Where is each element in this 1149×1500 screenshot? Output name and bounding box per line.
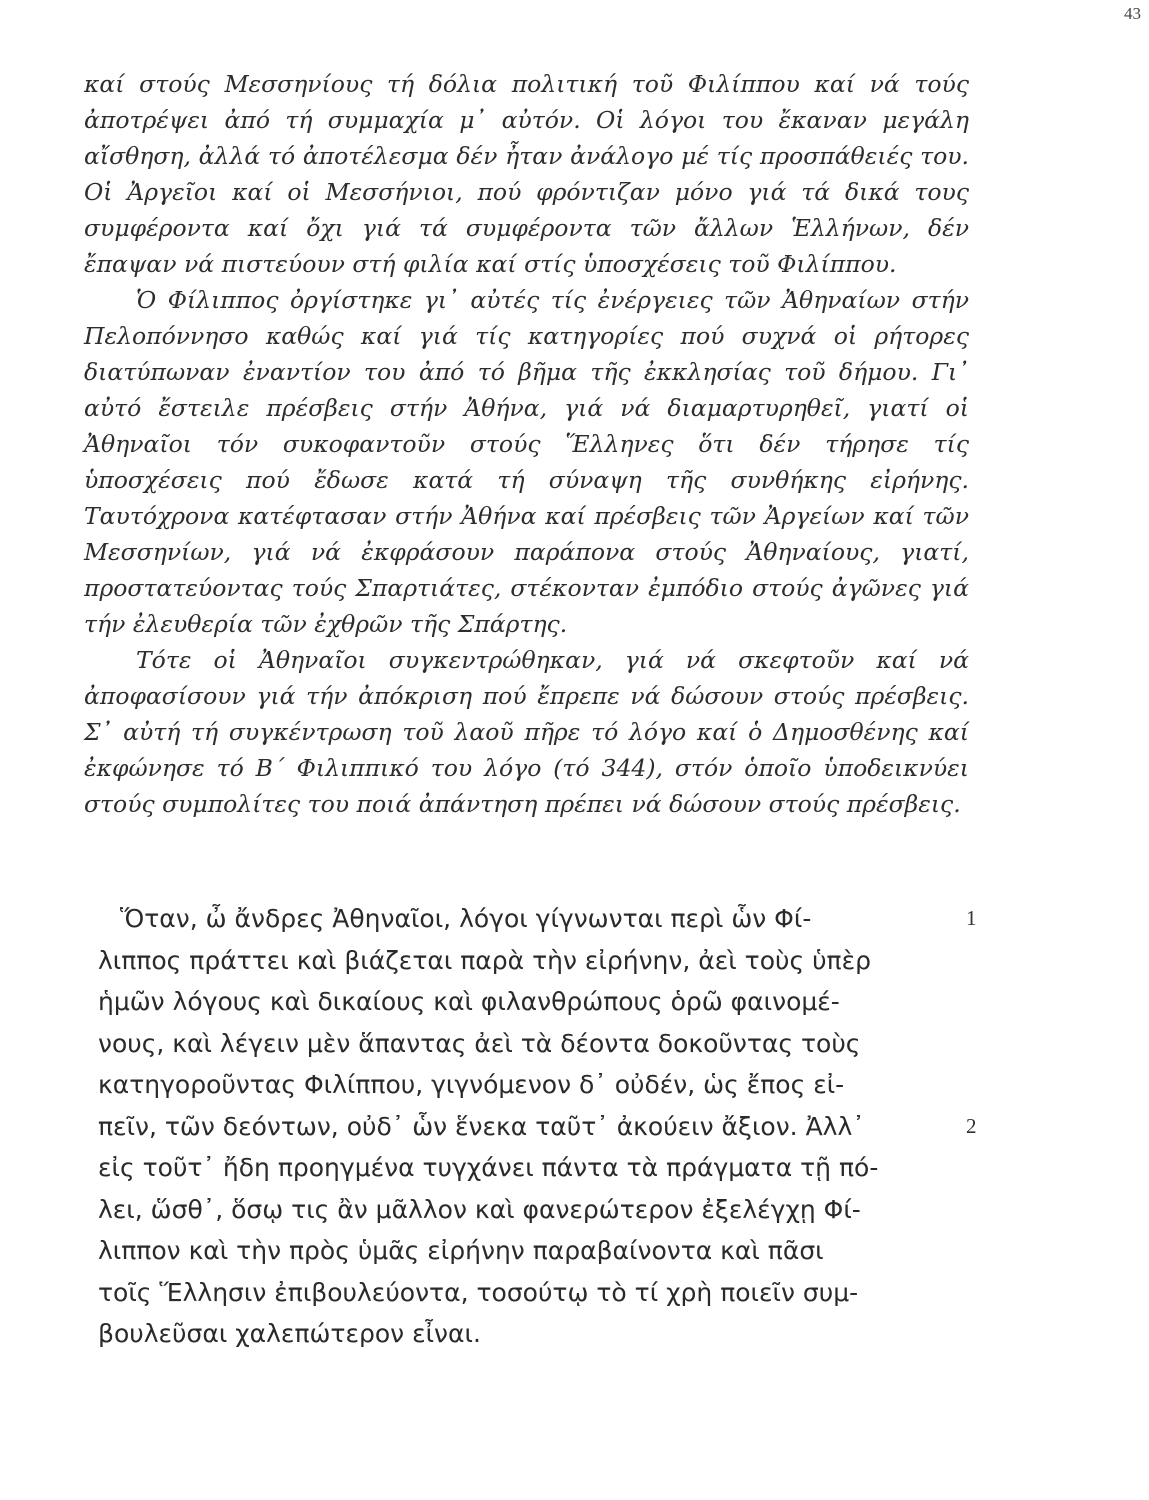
greek-text-line: εἰς τοῦτ᾿ ἤδη προηγμένα τυγχάνει πάντα τὰ πράγματα τῇ πό-: [98, 1153, 879, 1182]
greek-text-line: τοῖς Ἕλλησιν ἐπιβουλεύοντα, τοσούτῳ τὸ τί χρὴ ποιεῖν συμ-: [98, 1277, 859, 1307]
greek-line-text: Ὅταν, ὦ ἄνδρες Ἀθηναῖοι, λόγοι γίγνωνται περὶ ὧν Φί-: [120, 904, 812, 933]
introduction-text: [84, 66, 969, 822]
greek-text-line: λει, ὥσθ᾿, ὅσῳ τις ἂν μᾶλλον καὶ φανερώτερον ἐξελέγχῃ Φί-: [98, 1194, 861, 1224]
greek-text-line: [98, 898, 977, 940]
greek-text-line: λιππον καὶ τὴν πρὸς ὑμᾶς εἰρήνην παραβαίνοντα καὶ πᾶσι: [98, 1236, 824, 1265]
original-greek-text: [98, 898, 977, 1355]
intro-paragraph: Τότε οἱ Ἀθηναῖοι συγκεντρώθηκαν, γιά νά σκεφτοῦν καί νά ἀποφασίσουν γιά τήν ἀπόκριση πού ἔπρεπε νά δώσουν στούς πρέσβεις. Σ᾿ αὐτή τή συγκέντρωση τοῦ λαοῦ πῆρε τό λόγο καί ὁ Δημοσθένης καί ἐκφώνησε τό Β΄ Φιλιππικό του λόγο (τό 344), στόν ὁποῖο ὑποδεικνύει στούς συμπολίτες του ποιά ἀπάντηση πρέπει νά δώσουν στούς πρέσβεις.: [84, 646, 969, 818]
intro-paragraph: καί στούς Μεσσηνίους τή δόλια πολιτική τοῦ Φιλίππου καί νά τούς ἀποτρέψει ἀπό τή συμμαχία μ᾿ αὐτόν. Οἱ λόγοι του ἔκαναν μεγάλη αἴσθηση, ἀλλά τό ἀποτέλεσμα δέν ἦταν ἀνάλογο μέ τίς προσπάθειές του. Οἱ Ἀργεῖοι καί οἱ Μεσσήνιοι, πού φρόντιζαν μόνο γιά τά δικά τους συμφέροντα καί ὄχι γιά τά συμφέροντα τῶν ἄλλων Ἑλλήνων, δέν ἔπαψαν νά πιστεύουν στή φιλία καί στίς ὑποσχέσεις τοῦ Φιλίππου.: [84, 70, 969, 278]
greek-line-text: πεῖν, τῶν δεόντων, οὐδ᾿ ὧν ἕνεκα ταῦτ᾿ ἀκούειν ἄξιον. Ἀλλ᾿: [98, 1111, 865, 1141]
greek-text-line: νους, καὶ λέγειν μὲν ἅπαντας ἀεὶ τὰ δέοντα δοκοῦντας τοὺς: [98, 1028, 861, 1058]
section-number: 1: [966, 906, 977, 930]
greek-text-line: [98, 1106, 977, 1148]
section-number: 2: [966, 1113, 977, 1138]
intro-paragraph: Ὁ Φίλιππος ὀργίστηκε γι᾿ αὐτές τίς ἐνέργειες τῶν Ἀθηναίων στήν Πελοπόννησο καθώς καί γιά τίς κατηγορίες πού συχνά οἱ ρήτορες διατύπωναν ἐναντίον του ἀπό τό βῆμα τῆς ἐκκλησίας τοῦ δήμου. Γι᾿ αὐτό ἔστειλε πρέσβεις στήν Ἀθήνα, γιά νά διαμαρτυρηθεῖ, γιατί οἱ Ἀθηναῖοι τόν συκοφαντοῦν στούς Ἕλληνες ὅτι δέν τήρησε τίς ὑποσχέσεις πού ἔδωσε κατά τή σύναψη τῆς συνθήκης εἰρήνης. Ταυτόχρονα κατέφτασαν στήν Ἀθήνα καί πρέσβεις τῶν Ἀργείων καί τῶν Μεσσηνίων, γιά νά ἐκφράσουν παράπονα στούς Ἀθηναίους, γιατί, προστατεύοντας τούς Σπαρτιάτες, στέκονταν ἐμπόδιο στούς ἀγῶνες γιά τήν ἐλευθερία τῶν ἐχθρῶν τῆς Σπάρτης.: [84, 286, 969, 638]
page-number: 43: [1124, 4, 1141, 23]
greek-text-line: ἡμῶν λόγους καὶ δικαίους καὶ φιλανθρώπους ὁρῶ φαινομέ-: [98, 987, 840, 1016]
greek-text-line: βουλεῦσαι χαλεπώτερον εἶναι.: [98, 1319, 481, 1348]
greek-text-line: κατηγοροῦντας Φιλίππου, γιγνόμενον δ᾿ οὐδέν, ὡς ἔπος εἰ-: [98, 1070, 845, 1099]
greek-text-line: λιππος πράττει καὶ βιάζεται παρὰ τὴν εἰρήνην, ἀεὶ τοὺς ὑπὲρ: [98, 945, 871, 975]
